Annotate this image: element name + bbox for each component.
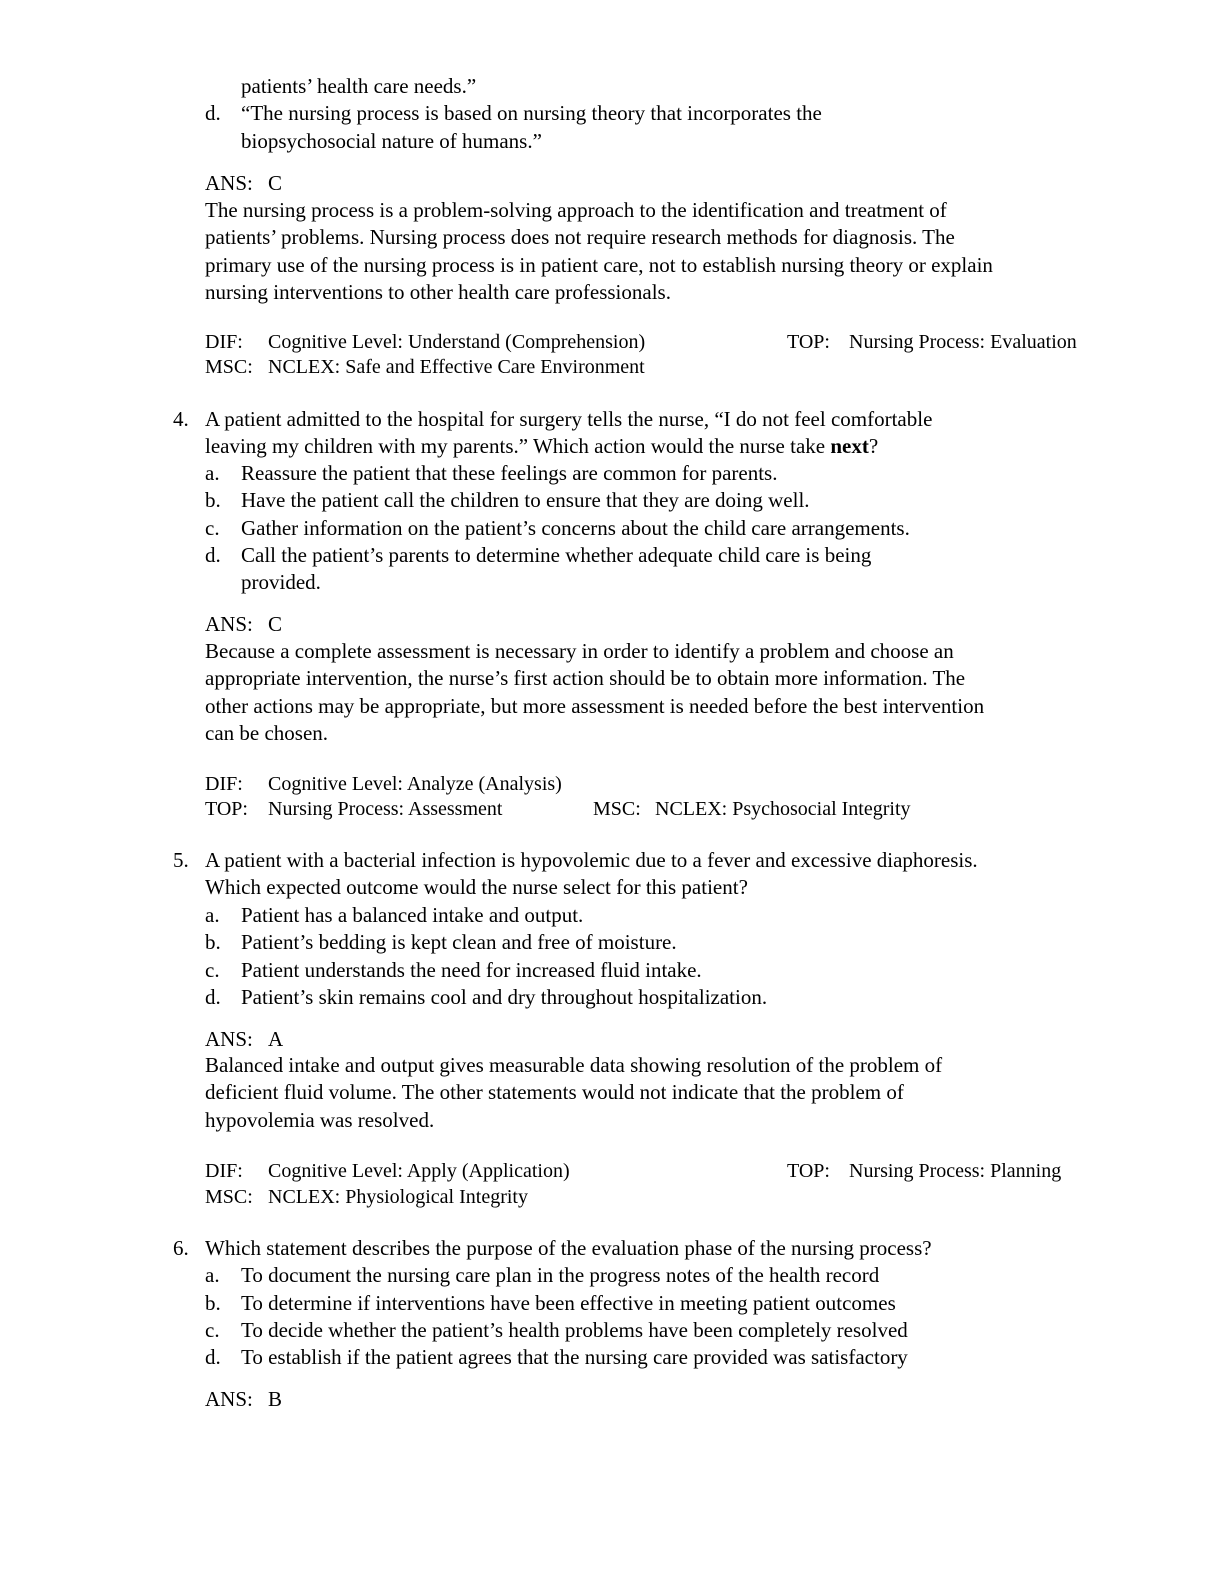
q3-top-value: Nursing Process: Evaluation xyxy=(849,331,1077,353)
q5-option-text: Patient’s skin remains cool and dry throughout hospitalization. xyxy=(241,985,768,1009)
q5-msc-value: NCLEX: Physiological Integrity xyxy=(268,1186,528,1208)
q5-number: 5. xyxy=(173,848,189,872)
q5-answer-label: ANS: xyxy=(205,1027,253,1051)
q5-stem: A patient with a bacterial infection is hypovolemic due to a fever and excessive diaphoresis. xyxy=(205,848,978,872)
q3-dif-label: DIF: xyxy=(205,331,243,353)
q5-answer-value: A xyxy=(268,1027,284,1051)
q4-option-text-2: provided. xyxy=(241,570,321,594)
q4-rationale-line: appropriate intervention, the nurse’s first action should be to obtain more information. The xyxy=(205,666,966,690)
q4-msc-value: NCLEX: Psychosocial Integrity xyxy=(655,798,911,820)
q4-dif-value: Cognitive Level: Analyze (Analysis) xyxy=(268,773,562,795)
q5-rationale-line: deficient fluid volume. The other statements would not indicate that the problem of xyxy=(205,1080,904,1104)
q4-option-letter: c. xyxy=(205,516,220,540)
q6-answer-label: ANS: xyxy=(205,1387,253,1411)
q4-number: 4. xyxy=(173,407,189,431)
q6-option-letter: d. xyxy=(205,1345,221,1369)
q4-option-text: Gather information on the patient’s concerns about the child care arrangements. xyxy=(241,516,910,540)
q4-msc-label: MSC: xyxy=(593,798,641,820)
q4-stem-2 xyxy=(205,436,878,457)
q6-stem: Which statement describes the purpose of the evaluation phase of the nursing process? xyxy=(205,1236,932,1260)
q6-option-text: To determine if interventions have been effective in meeting patient outcomes xyxy=(241,1291,896,1315)
q5-option-letter: a. xyxy=(205,903,220,927)
q6-option-text: To decide whether the patient’s health problems have been completely resolved xyxy=(241,1318,908,1342)
q3-rationale-line: patients’ problems. Nursing process does not require research methods for diagnosis. The xyxy=(205,225,955,249)
q5-option-text: Patient’s bedding is kept clean and free of moisture. xyxy=(241,930,677,954)
q4-rationale-line: other actions may be appropriate, but more assessment is needed before the best intervention xyxy=(205,694,985,718)
q4-rationale-line: Because a complete assessment is necessary in order to identify a problem and choose an xyxy=(205,639,954,663)
q3-dif-value: Cognitive Level: Understand (Comprehension) xyxy=(268,331,646,353)
q5-dif-label: DIF: xyxy=(205,1160,243,1182)
q4-stem-2-end: ? xyxy=(868,434,879,458)
q3-option-d-text: “The nursing process is based on nursing theory that incorporates the xyxy=(241,101,822,125)
q3-top-label: TOP: xyxy=(787,331,830,353)
q4-stem-2-text: leaving my children with my parents.” Which action would the nurse take xyxy=(205,434,831,458)
q4-option-text: Have the patient call the children to ensure that they are doing well. xyxy=(241,488,810,512)
q3-option-d-letter: d. xyxy=(205,101,221,125)
q5-rationale-line: Balanced intake and output gives measurable data showing resolution of the problem of xyxy=(205,1053,943,1077)
q5-top-value: Nursing Process: Planning xyxy=(849,1160,1062,1182)
q4-option-text: Reassure the patient that these feelings are common for parents. xyxy=(241,461,778,485)
q6-option-letter: b. xyxy=(205,1291,221,1315)
q5-stem-2: Which expected outcome would the nurse select for this patient? xyxy=(205,875,748,899)
q3-answer-value: C xyxy=(268,171,283,195)
q3-msc-label: MSC: xyxy=(205,356,253,378)
q5-dif-value: Cognitive Level: Apply (Application) xyxy=(268,1160,570,1182)
q5-option-letter: c. xyxy=(205,958,220,982)
q4-top-value: Nursing Process: Assessment xyxy=(268,798,503,820)
q3-option-d-text-2: biopsychosocial nature of humans.” xyxy=(241,129,542,153)
q5-option-text: Patient understands the need for increased fluid intake. xyxy=(241,958,702,982)
q4-rationale-line: can be chosen. xyxy=(205,721,329,745)
q5-option-text: Patient has a balanced intake and output. xyxy=(241,903,584,927)
q5-top-label: TOP: xyxy=(787,1160,830,1182)
q6-option-letter: c. xyxy=(205,1318,220,1342)
q5-msc-label: MSC: xyxy=(205,1186,253,1208)
q5-option-letter: d. xyxy=(205,985,221,1009)
q6-answer-value: B xyxy=(268,1387,283,1411)
q5-option-letter: b. xyxy=(205,930,221,954)
q3-rationale-line: The nursing process is a problem-solving approach to the identification and treatment of xyxy=(205,198,947,222)
q3-option-c-tail: patients’ health care needs.” xyxy=(241,74,477,98)
q4-top-label: TOP: xyxy=(205,798,248,820)
q3-msc-value: NCLEX: Safe and Effective Care Environment xyxy=(268,356,645,378)
q4-option-letter: b. xyxy=(205,488,221,512)
q4-option-letter: a. xyxy=(205,461,220,485)
q5-rationale-line: hypovolemia was resolved. xyxy=(205,1108,435,1132)
q4-stem-emphasis: next xyxy=(830,434,869,458)
q3-rationale-line: primary use of the nursing process is in patient care, not to establish nursing theory or explain xyxy=(205,253,993,277)
q4-stem: A patient admitted to the hospital for surgery tells the nurse, “I do not feel comfortable xyxy=(205,407,933,431)
q6-number: 6. xyxy=(173,1236,189,1260)
q6-option-letter: a. xyxy=(205,1263,220,1287)
q4-option-text: Call the patient’s parents to determine whether adequate child care is being xyxy=(241,543,872,567)
q3-answer-label: ANS: xyxy=(205,171,253,195)
q4-answer-label: ANS: xyxy=(205,612,253,636)
q6-option-text: To document the nursing care plan in the progress notes of the health record xyxy=(241,1263,880,1287)
q4-option-letter: d. xyxy=(205,543,221,567)
q4-dif-label: DIF: xyxy=(205,773,243,795)
q6-option-text: To establish if the patient agrees that the nursing care provided was satisfactory xyxy=(241,1345,908,1369)
q3-rationale-line: nursing interventions to other health care professionals. xyxy=(205,280,671,304)
q4-answer-value: C xyxy=(268,612,283,636)
